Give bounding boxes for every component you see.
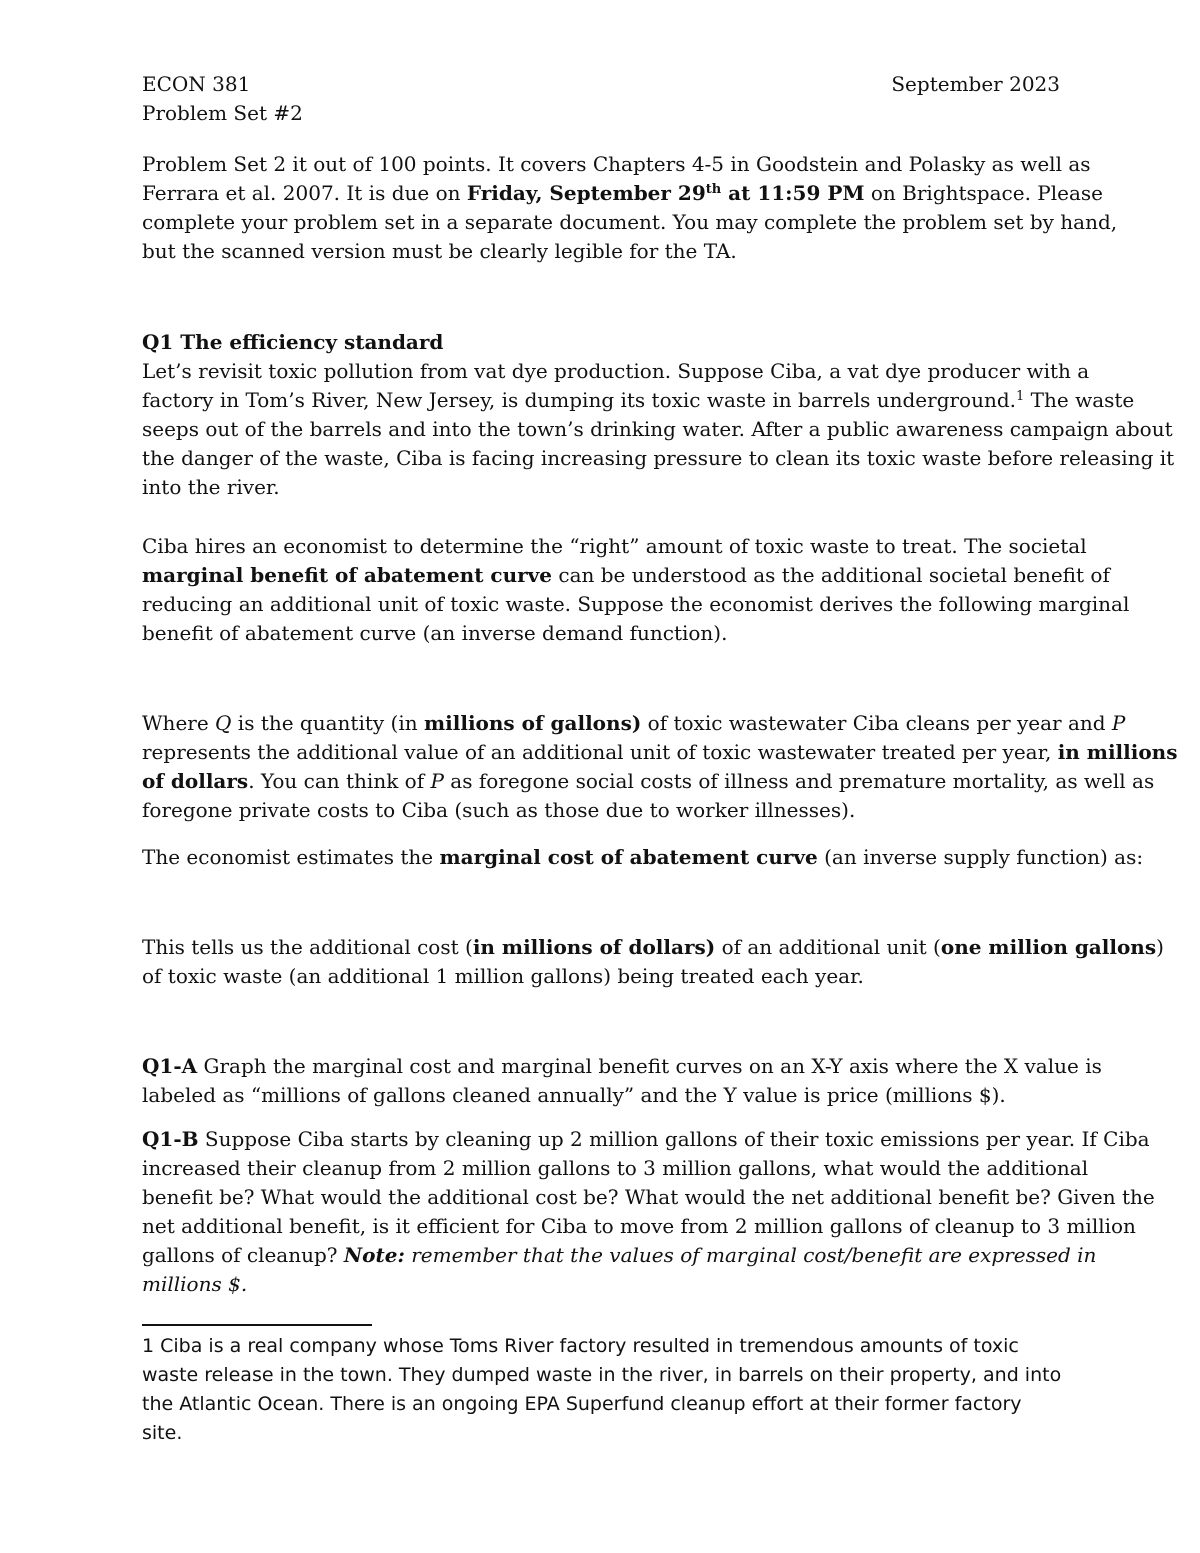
due-time: at 11:59 PM bbox=[721, 181, 865, 205]
q1-b-label: Q1-B bbox=[142, 1127, 199, 1151]
footnote-separator bbox=[142, 1324, 372, 1326]
q1-a-label: Q1-A bbox=[142, 1054, 198, 1078]
q1-heading: Q1 The efficiency standard bbox=[142, 330, 444, 354]
due-date: Friday, September 29 bbox=[466, 181, 706, 205]
header-date: September 2023 bbox=[891, 72, 1060, 96]
problem-set-title: Problem Set #2 bbox=[142, 101, 303, 125]
footnote-ref[interactable]: 1 bbox=[1016, 389, 1025, 404]
course-code: ECON 381 bbox=[142, 72, 251, 96]
